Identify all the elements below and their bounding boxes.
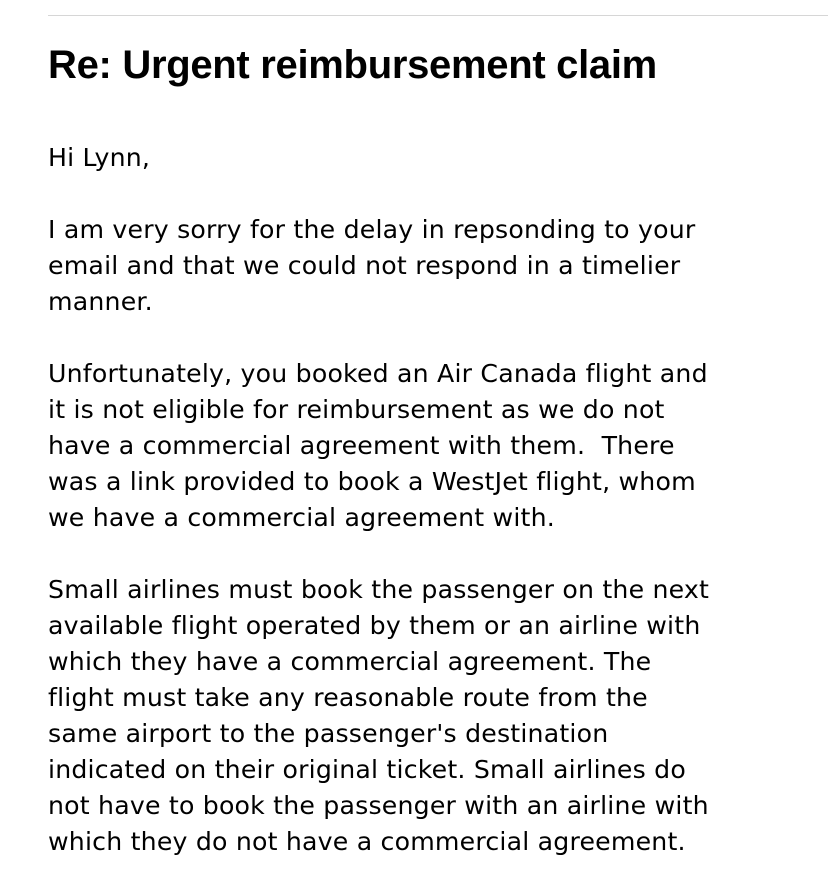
email-paragraph-eligibility [48, 356, 818, 536]
paragraph-line: Unfortunately, you booked an Air Canada flight and [48, 359, 708, 388]
greeting-line: Hi Lynn, [48, 143, 151, 172]
email-paragraph-apology [48, 212, 818, 320]
paragraph-line: flight must take any reasonable route from the [48, 683, 648, 712]
email-subject: Re: Urgent reimbursement claim [48, 43, 657, 87]
paragraph-line: it is not eligible for reimbursement as we do not [48, 395, 665, 424]
email-paragraph-policy [48, 572, 818, 860]
paragraph-line: was a link provided to book a WestJet flight, whom [48, 467, 696, 496]
paragraph-line: which they have a commercial agreement. The [48, 647, 652, 676]
paragraph-line: not have to book the passenger with an airline with [48, 791, 709, 820]
paragraph-line: manner. [48, 287, 153, 316]
paragraph-line: have a commercial agreement with them. There [48, 431, 675, 460]
paragraph-line: which they do not have a commercial agreement. [48, 827, 686, 856]
paragraph-line: available flight operated by them or an airline with [48, 611, 701, 640]
paragraph-line: same airport to the passenger's destination [48, 719, 609, 748]
paragraph-line: I am very sorry for the delay in repsonding to your [48, 215, 696, 244]
paragraph-line: indicated on their original ticket. Small airlines do [48, 755, 686, 784]
header-divider [48, 15, 828, 16]
email-greeting [48, 140, 818, 176]
email-body [48, 140, 818, 896]
paragraph-line: we have a commercial agreement with. [48, 503, 556, 532]
paragraph-line: Small airlines must book the passenger on the next [48, 575, 710, 604]
paragraph-line: email and that we could not respond in a timelier [48, 251, 681, 280]
